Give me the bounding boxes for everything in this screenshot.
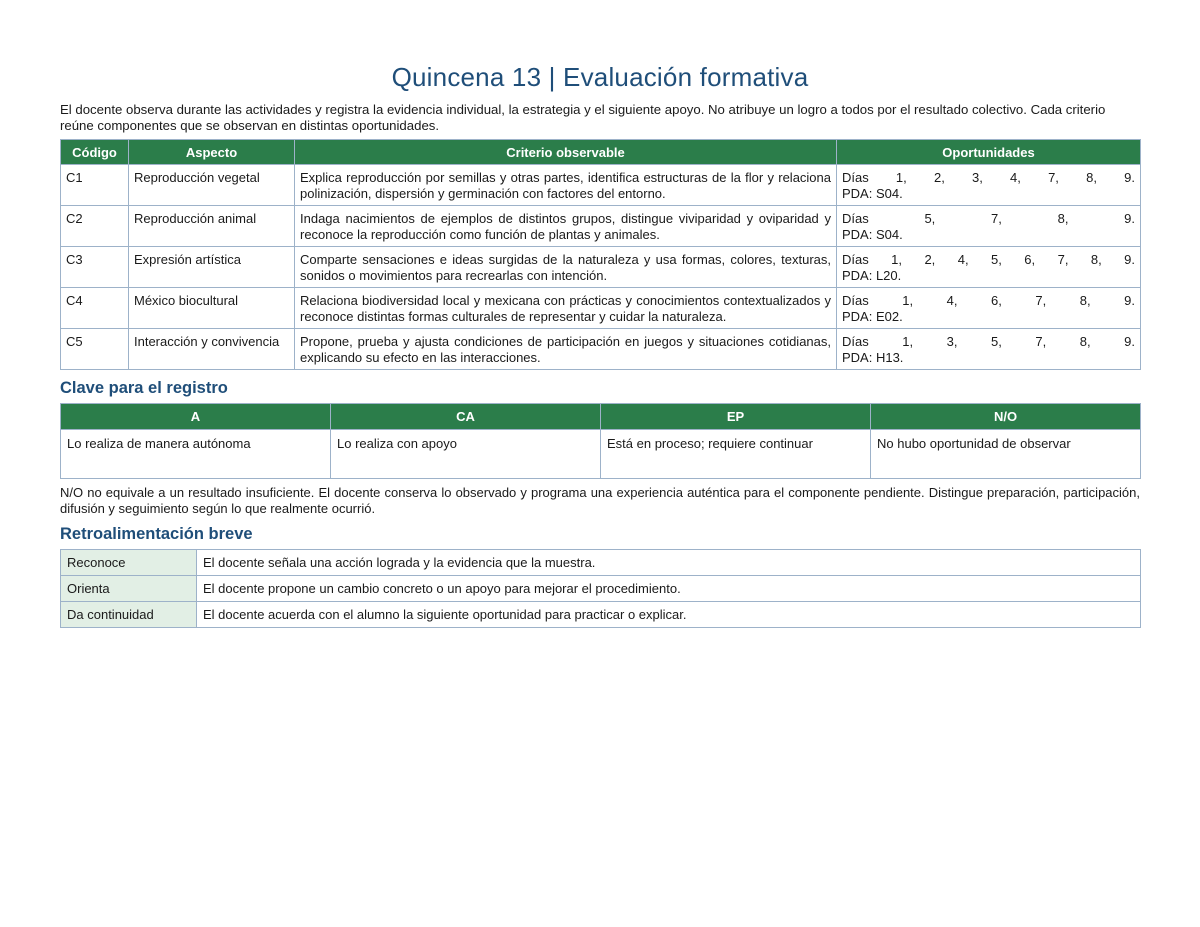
key-value-no: No hubo oportunidad de observar xyxy=(871,430,1141,479)
feedback-text: El docente propone un cambio concreto o un apoyo para mejorar el procedimiento. xyxy=(197,576,1141,602)
pda-code: PDA: S04. xyxy=(842,226,903,242)
cell-opportunities xyxy=(837,247,1141,288)
key-value-a: Lo realiza de manera autónoma xyxy=(61,430,331,479)
cell-code: C4 xyxy=(61,288,129,329)
page-title: Quincena 13 | Evaluación formativa xyxy=(391,62,809,92)
cell-opportunities xyxy=(837,288,1141,329)
key-heading: Clave para el registro xyxy=(60,379,228,397)
days-list: Días 1, 4, 6, 7, 8, 9. xyxy=(842,293,1135,308)
header-code: Código xyxy=(61,140,129,165)
table-row xyxy=(61,602,1141,628)
pda-code: PDA: H13. xyxy=(842,349,904,365)
feedback-text: El docente acuerda con el alumno la siguiente oportunidad para practicar o explicar. xyxy=(197,602,1141,628)
feedback-label: Orienta xyxy=(61,576,197,602)
cell-aspect: México biocultural xyxy=(129,288,295,329)
table-row xyxy=(61,550,1141,576)
feedback-text: El docente señala una acción lograda y la evidencia que la muestra. xyxy=(197,550,1141,576)
cell-criterion: Relaciona biodiversidad local y mexicana con prácticas y conocimientos contextualizados y reconoce distintas formas culturales de representar y cuidar la naturaleza. xyxy=(295,288,837,329)
cell-opportunities xyxy=(837,165,1141,206)
table-row xyxy=(61,247,1141,288)
feedback-table xyxy=(60,549,1141,628)
cell-criterion: Explica reproducción por semillas y otras partes, identifica estructuras de la flor y relaciona polinización, dispersión y germinación con factores del entorno. xyxy=(295,165,837,206)
pda-code: PDA: L20. xyxy=(842,267,902,283)
table-row xyxy=(61,329,1141,370)
key-value-ep: Está en proceso; requiere continuar xyxy=(601,430,871,479)
header-aspect: Aspecto xyxy=(129,140,295,165)
feedback-label: Reconoce xyxy=(61,550,197,576)
criteria-table xyxy=(60,139,1141,370)
key-header-ca: CA xyxy=(331,404,601,430)
table-row xyxy=(61,206,1141,247)
criteria-header-row xyxy=(61,140,1141,165)
pda-code: PDA: E02. xyxy=(842,308,903,324)
key-values-row xyxy=(61,430,1141,479)
days-list: Días 1, 3, 5, 7, 8, 9. xyxy=(842,334,1135,349)
cell-aspect: Interacción y convivencia xyxy=(129,329,295,370)
table-row xyxy=(61,576,1141,602)
cell-code: C5 xyxy=(61,329,129,370)
key-header-ep: EP xyxy=(601,404,871,430)
cell-criterion: Indaga nacimientos de ejemplos de distintos grupos, distingue viviparidad y oviparidad y reconoce la reproducción como función de plantas y animales. xyxy=(295,206,837,247)
header-criterion: Criterio observable xyxy=(295,140,837,165)
feedback-heading: Retroalimentación breve xyxy=(60,525,253,543)
cell-opportunities xyxy=(837,206,1141,247)
key-header-a: A xyxy=(61,404,331,430)
cell-opportunities xyxy=(837,329,1141,370)
header-opportunities: Oportunidades xyxy=(837,140,1141,165)
cell-code: C2 xyxy=(61,206,129,247)
note-paragraph: N/O no equivale a un resultado insuficiente. El docente conserva lo observado y programa una experiencia auténtica para el componente pendiente. Distingue preparación, participación, difusión y seguimiento según lo que realmente ocurrió. xyxy=(60,485,1140,516)
pda-code: PDA: S04. xyxy=(842,185,903,201)
cell-aspect: Reproducción animal xyxy=(129,206,295,247)
key-header-no: N/O xyxy=(871,404,1141,430)
table-row xyxy=(61,165,1141,206)
key-table xyxy=(60,403,1141,479)
cell-code: C1 xyxy=(61,165,129,206)
key-value-ca: Lo realiza con apoyo xyxy=(331,430,601,479)
days-list: Días 1, 2, 4, 5, 6, 7, 8, 9. xyxy=(842,252,1135,267)
intro-paragraph: El docente observa durante las actividades y registra la evidencia individual, la estrategia y el siguiente apoyo. No atribuye un logro a todos por el resultado colectivo. Cada criterio reúne componentes que se observan en distintas oportunidades. xyxy=(60,102,1106,133)
cell-aspect: Expresión artística xyxy=(129,247,295,288)
days-list: Días 1, 2, 3, 4, 7, 8, 9. xyxy=(842,170,1135,185)
key-header-row xyxy=(61,404,1141,430)
feedback-label: Da continuidad xyxy=(61,602,197,628)
cell-code: C3 xyxy=(61,247,129,288)
days-list: Días 5, 7, 8, 9. xyxy=(842,211,1135,226)
cell-criterion: Propone, prueba y ajusta condiciones de participación en juegos y situaciones cotidianas, explicando su efecto en las interacciones. xyxy=(295,329,837,370)
table-row xyxy=(61,288,1141,329)
cell-aspect: Reproducción vegetal xyxy=(129,165,295,206)
cell-criterion: Comparte sensaciones e ideas surgidas de la naturaleza y usa formas, colores, texturas, sonidos o movimientos para recrearlas con intención. xyxy=(295,247,837,288)
